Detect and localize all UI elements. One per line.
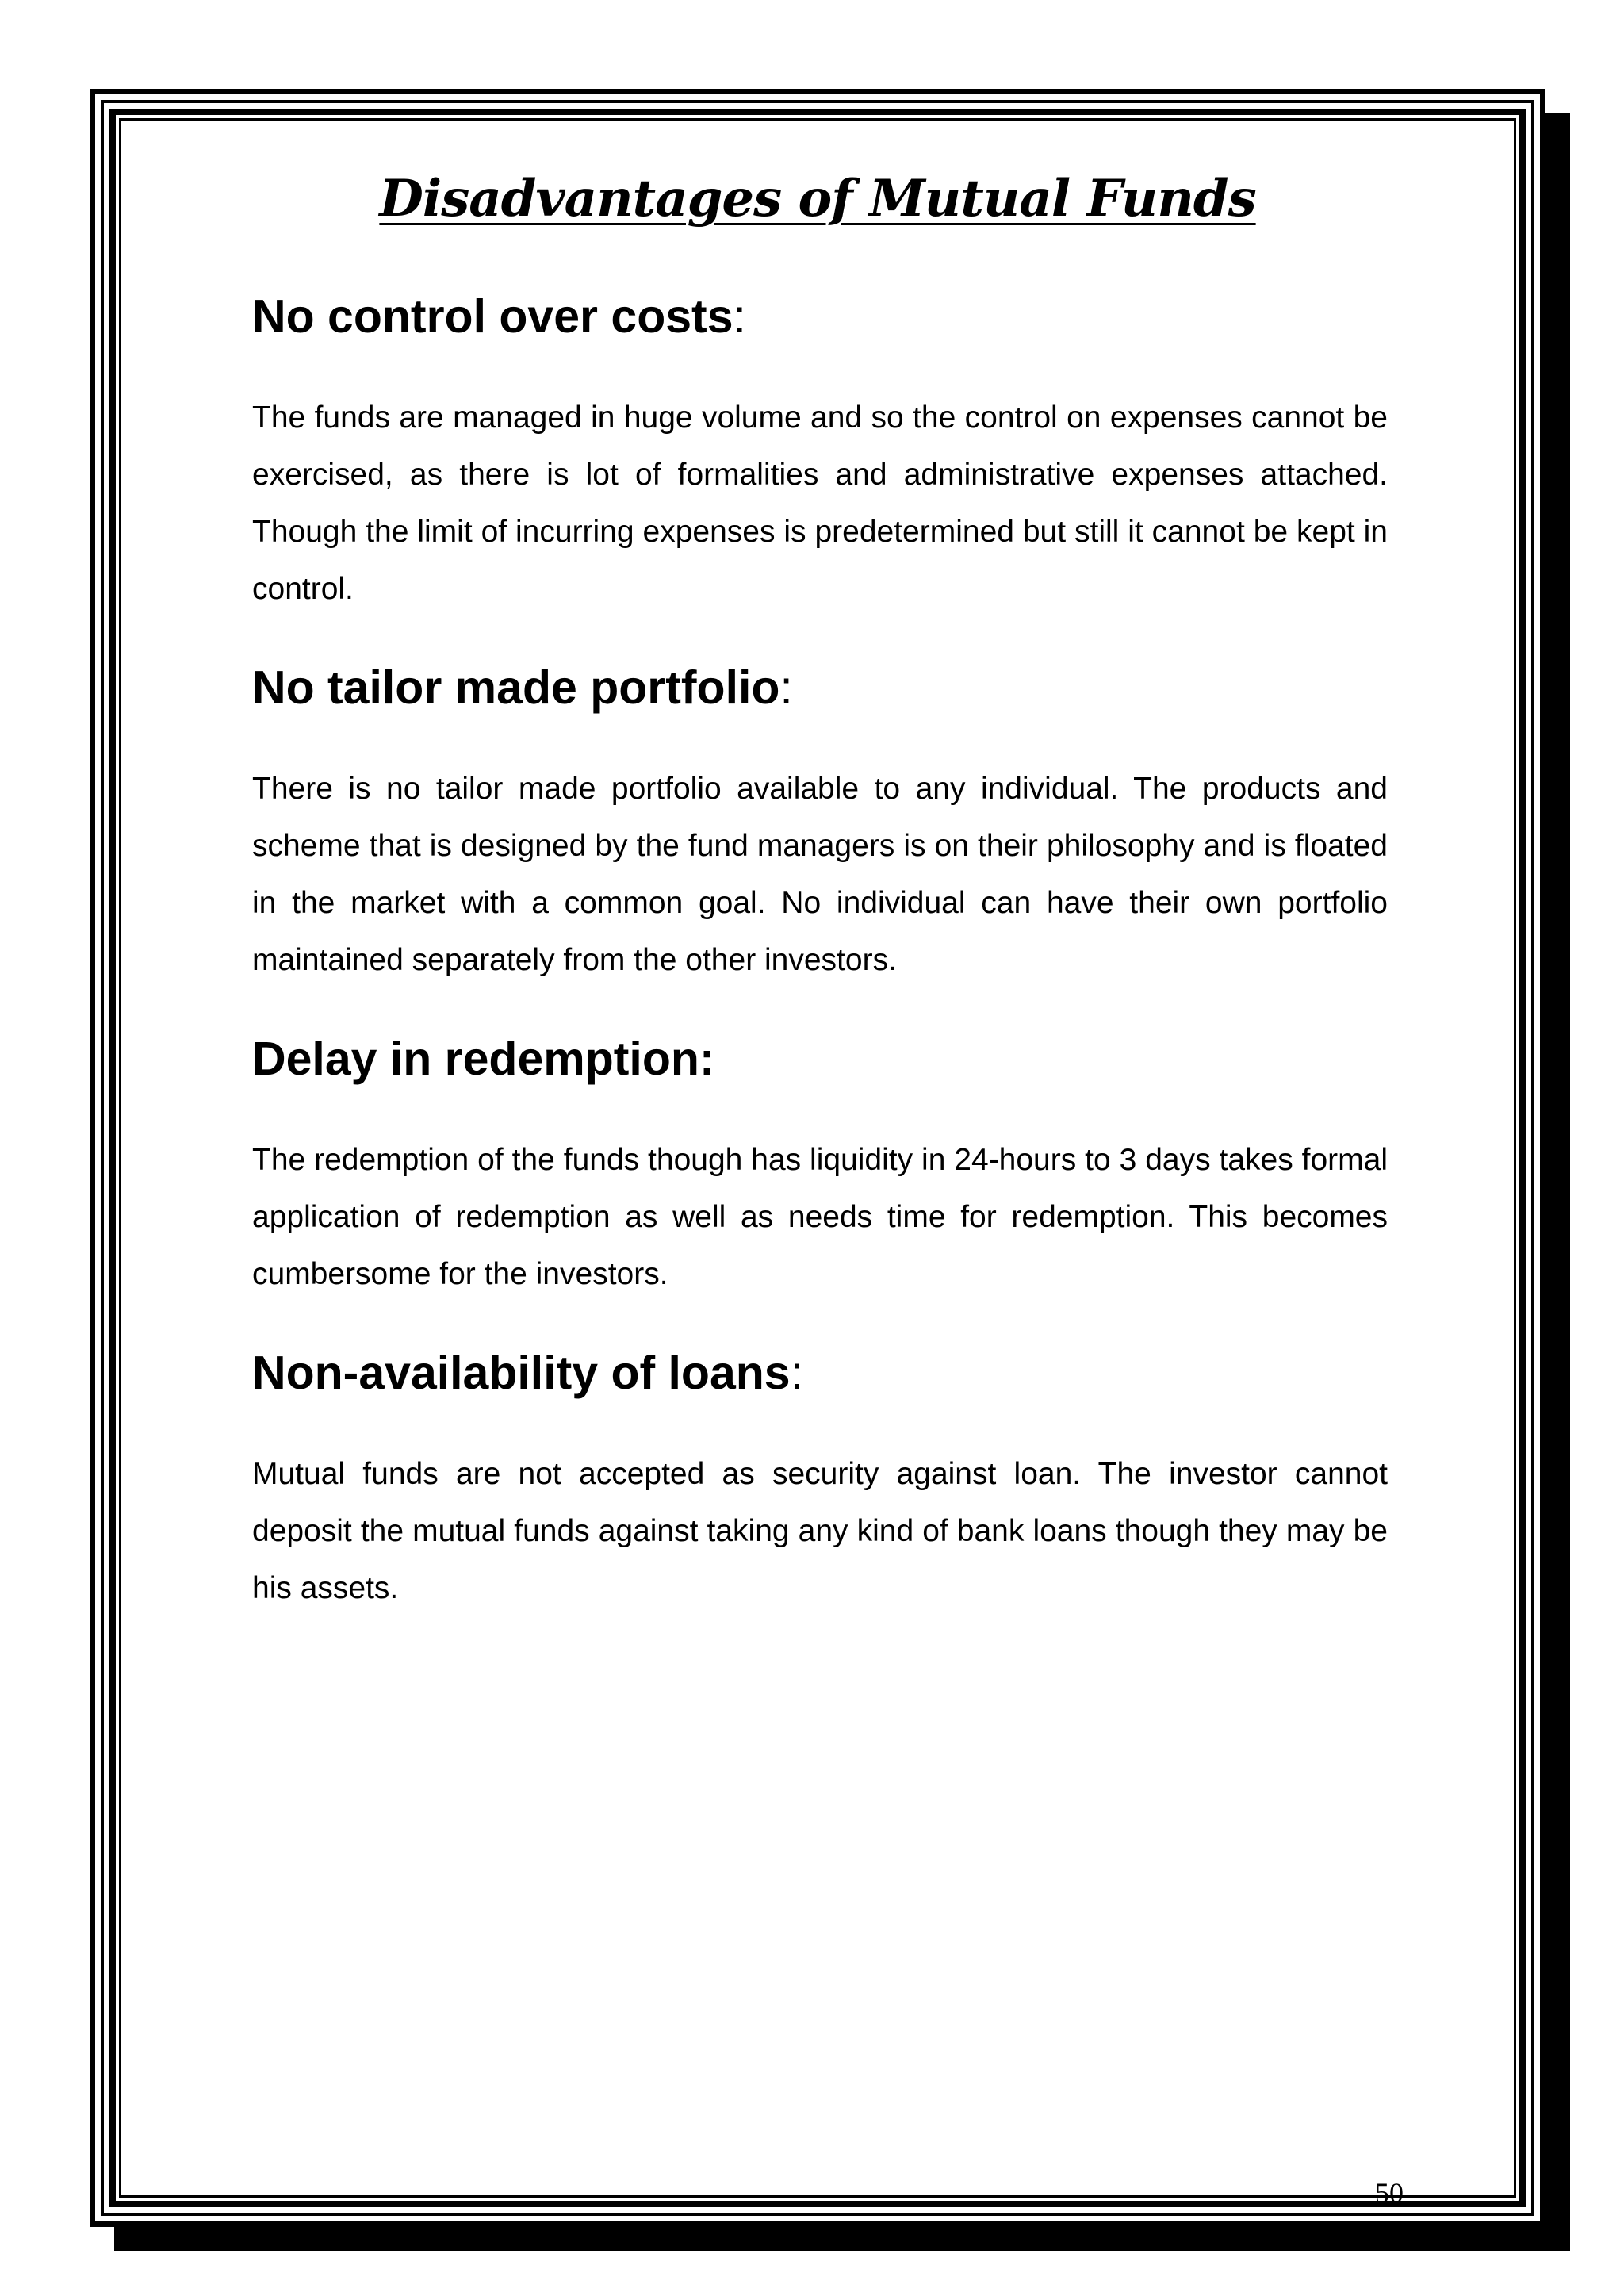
section-heading: [252, 1027, 1388, 1091]
page-border-frame: [90, 89, 1545, 2227]
section-heading-colon: :: [790, 1347, 804, 1399]
section-delay-in-redemption: [252, 1027, 1388, 1303]
section-paragraph: The redemption of the funds though has liquidity in 24-hours to 3 days takes formal application of redemption as well as needs time for redemption. This becomes cumbersome for the investors.: [252, 1143, 1388, 1291]
section-heading-text: Delay in redemption:: [252, 1033, 715, 1085]
section-heading-text: No tailor made portfolio: [252, 661, 780, 714]
section-heading: [252, 656, 1388, 719]
section-heading-text: Non-availability of loans: [252, 1347, 791, 1399]
section-no-control-over-costs: [252, 285, 1388, 618]
section-paragraph: There is no tailor made portfolio available to any individual. The products and scheme that is designed by the fund managers is on their philosophy and is floated in the market with a common goal. No individual can have their own portfolio maintained separately from the other investors.: [252, 772, 1388, 977]
page-title: Disadvantages of Mutual Funds: [379, 169, 1256, 228]
section-paragraph: Mutual funds are not accepted as security against loan. The investor cannot deposit the mutual funds against taking any kind of bank loans though they may be his assets.: [252, 1457, 1388, 1605]
section-heading-text: No control over costs: [252, 290, 733, 343]
section-heading: [252, 1341, 1388, 1405]
section-heading-colon: :: [733, 290, 746, 343]
document-content: [252, 285, 1388, 1655]
section-paragraph: The funds are managed in huge volume and so the control on expenses cannot be exercised, as there is lot of formalities and administrative expenses attached. Though the limit of incurring expenses is predetermined but still it cannot be kept in control.: [252, 401, 1388, 606]
section-heading: [252, 285, 1388, 348]
section-no-tailor-made-portfolio: [252, 656, 1388, 989]
section-heading-colon: :: [779, 661, 793, 714]
section-non-availability-of-loans: [252, 1341, 1388, 1617]
page-number: 50: [1375, 2177, 1404, 2204]
